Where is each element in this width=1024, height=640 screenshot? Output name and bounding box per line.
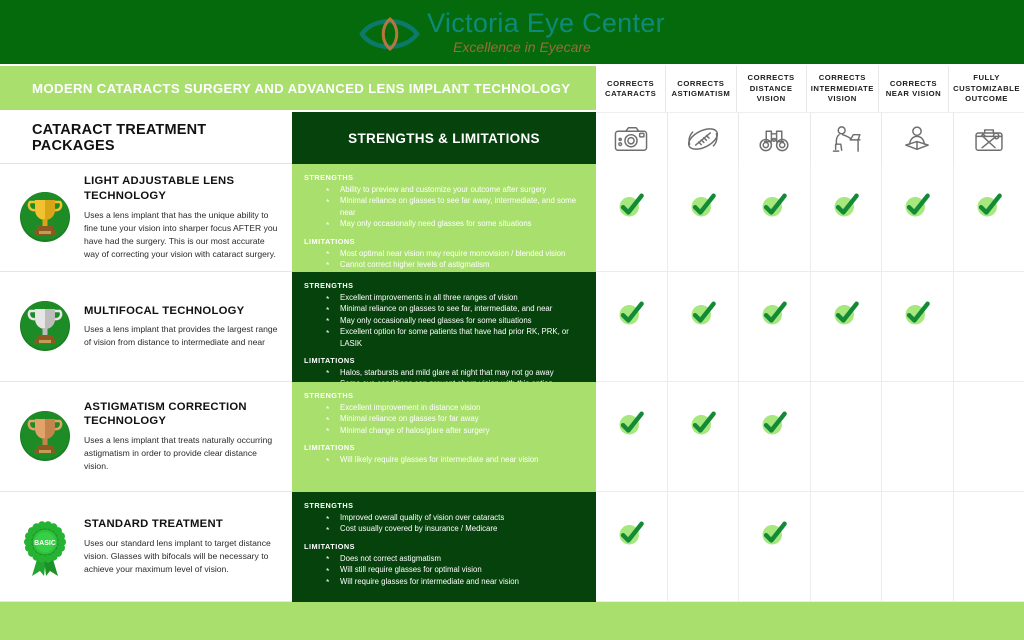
silver-trophy-badge: [14, 296, 76, 358]
strength-item: * May only occasionally need glasses for some situations: [326, 315, 586, 326]
matrix-cell: [668, 272, 740, 381]
package-summary: [0, 382, 292, 492]
matrix-cell: [596, 492, 668, 601]
matrix-cell: [882, 272, 954, 381]
toolbox-icon: [954, 113, 1024, 164]
packages-subheader: [0, 112, 292, 164]
brand-text-block: [427, 10, 665, 54]
check-icon: [616, 408, 646, 438]
matrix-row: [596, 492, 1024, 602]
panel-spacer: [304, 436, 586, 443]
strength-item: * Minimal reliance on glasses for far away: [326, 413, 586, 424]
package-description: Uses a lens implant that provides the largest range of vision from distance to intermediate and near: [84, 324, 278, 348]
limitations-list: [326, 248, 586, 271]
matrix-cell: [739, 492, 811, 601]
package-title: LIGHT ADJUSTABLE LENS TECHNOLOGY: [84, 175, 235, 202]
treatment-row: [0, 492, 1024, 602]
package-text: [84, 400, 282, 474]
package-description: Uses our standard lens implant to target distance vision. Glasses with bifocals will be necessary to achieve your maximum level of vision.: [84, 537, 271, 574]
svg-text:BASIC: BASIC: [34, 539, 56, 547]
matrix-cell: [954, 382, 1024, 491]
strengths-list: [326, 402, 586, 436]
matrix-cell: [596, 382, 668, 491]
treatment-row: [0, 382, 1024, 492]
matrix-row: [596, 382, 1024, 492]
matrix-column-header: [666, 66, 736, 112]
bronze-trophy-badge: [14, 406, 76, 468]
limitation-item: * Will still require glasses for optimal vision: [326, 564, 586, 575]
check-icon: [974, 190, 1004, 220]
package-summary: [0, 492, 292, 602]
matrix-cell: [739, 382, 811, 491]
matrix-cell: [954, 164, 1024, 271]
check-icon: [902, 190, 932, 220]
matrix-cell: [739, 272, 811, 381]
matrix-column-headers: [596, 66, 1024, 112]
limitation-item: * Halos, starbursts and mild glare at night that may not go away: [326, 367, 586, 378]
matrix-cell: [668, 382, 740, 491]
strengths-heading: STRENGTHS: [304, 281, 354, 290]
column-header-label: FULLY CUSTOMIZABLE OUTCOME: [953, 73, 1021, 104]
matrix-cell: [811, 382, 883, 491]
strengths-subheader-label: STRENGTHS & LIMITATIONS: [348, 130, 540, 146]
package-title: ASTIGMATISM CORRECTION TECHNOLOGY: [84, 400, 247, 428]
eye-leaf-logo-icon: [359, 9, 421, 55]
strengths-heading: STRENGTHS: [304, 501, 354, 510]
check-icon: [688, 298, 718, 328]
check-icon: [688, 190, 718, 220]
check-icon: [831, 298, 861, 328]
matrix-cell: [811, 164, 883, 271]
check-icon: [616, 298, 646, 328]
limitation-item: * Cannot correct higher levels of astigmatism: [326, 259, 586, 270]
strength-item: * Minimal change of halos/glare after surgery: [326, 425, 586, 436]
packages-subheader-label: CATARACT TREATMENT PACKAGES: [32, 121, 207, 154]
limitations-heading: LIMITATIONS: [304, 355, 356, 365]
strengths-list: [326, 184, 586, 230]
master-title-strip: [0, 66, 596, 110]
column-header-label: CORRECTS CATARACTS: [605, 78, 657, 98]
strengths-limitations-panel: [292, 382, 596, 492]
limitation-item: * Does not correct astigmatism: [326, 553, 586, 564]
limitation-item: * Most optimal near vision may require monovision / blended vision: [326, 248, 586, 259]
strengths-list: [326, 292, 586, 349]
strength-item: * Improved overall quality of vision over cataracts: [326, 512, 586, 523]
package-text: [84, 304, 282, 350]
column-header-label: CORRECTS INTERMEDIATE VISION: [810, 73, 874, 104]
package-summary: [0, 164, 292, 272]
panel-spacer: [304, 535, 586, 542]
strengths-limitations-panel: [292, 492, 596, 602]
person-at-desk-icon: [811, 113, 883, 164]
package-title: MULTIFOCAL TECHNOLOGY: [84, 304, 245, 317]
package-title: STANDARD TREATMENT: [84, 518, 224, 531]
column-header-label: CORRECTS NEAR VISION: [885, 78, 942, 98]
matrix-cell: [596, 164, 668, 271]
strengths-heading: STRENGTHS: [304, 391, 354, 400]
person-reading-icon: [882, 113, 954, 164]
matrix-cell: [739, 164, 811, 271]
limitations-list: [326, 454, 586, 465]
limitations-heading: LIMITATIONS: [304, 443, 356, 453]
footer-bar: [0, 602, 1024, 640]
check-icon: [759, 408, 789, 438]
package-text: [84, 517, 282, 576]
package-description: Uses a lens implant that treats naturally occurring astigmatism in order to provide clear distance vision.: [84, 435, 273, 472]
matrix-cell: [811, 492, 883, 601]
limitations-heading: LIMITATIONS: [304, 236, 356, 246]
strength-item: * May only occasionally need glasses for some situations: [326, 218, 586, 229]
matrix-cell: [882, 492, 954, 601]
check-icon: [759, 190, 789, 220]
strength-item: * Excellent option for some patients that have had prior RK, PRK, or LASIK: [326, 326, 586, 349]
strength-item: * Minimal reliance on glasses to see far away, intermediate, and some near: [326, 195, 586, 218]
matrix-row: [596, 272, 1024, 382]
treatment-row: [0, 164, 1024, 272]
check-icon: [902, 298, 932, 328]
brand-name: Victoria Eye Center: [427, 8, 665, 38]
strengths-limitations-panel: [292, 272, 596, 382]
limitations-heading: LIMITATIONS: [304, 541, 356, 551]
package-description: Uses a lens implant that has the unique ability to fine tune your vision into sharper focus AFTER you have had the surgery. This is our most accurate way of correcting your vision with cataract surgery.: [84, 209, 278, 259]
matrix-icon-row: [596, 112, 1024, 164]
matrix-column-header: [807, 66, 879, 112]
column-header-label: CORRECTS ASTIGMATISM: [671, 78, 731, 98]
strengths-list: [326, 512, 586, 535]
treatment-row: [0, 272, 1024, 382]
matrix-cell: [954, 492, 1024, 601]
camera-icon: [596, 113, 668, 164]
matrix-cell: [882, 164, 954, 271]
matrix-cell: [668, 164, 740, 271]
matrix-column-header: [879, 66, 949, 112]
check-icon: [831, 190, 861, 220]
strength-item: * Excellent improvements in all three ranges of vision: [326, 292, 586, 303]
matrix-column-header: [596, 66, 666, 112]
panel-spacer: [304, 230, 586, 237]
strength-item: * Minimal reliance on glasses to see far, intermediate, and near: [326, 303, 586, 314]
panel-spacer: [304, 349, 586, 356]
brand-lockup: [359, 9, 665, 55]
brand-banner: [0, 0, 1024, 64]
basic-ribbon-badge: [14, 516, 76, 578]
limitation-item: * Will require glasses for intermediate and near vision: [326, 576, 586, 587]
strengths-limitations-panel: [292, 164, 596, 272]
matrix-row: [596, 164, 1024, 272]
gold-trophy-badge: [14, 187, 76, 249]
strengths-subheader: [292, 112, 596, 164]
package-summary: [0, 272, 292, 382]
matrix-cell: [668, 492, 740, 601]
matrix-cell: [596, 272, 668, 381]
check-icon: [616, 190, 646, 220]
check-icon: [616, 518, 646, 548]
matrix-cell: [811, 272, 883, 381]
package-text: [84, 174, 282, 261]
matrix-cell: [882, 382, 954, 491]
football-icon: [668, 113, 740, 164]
brand-tagline: Excellence in Eyecare: [453, 39, 591, 55]
matrix-cell: [954, 272, 1024, 381]
check-icon: [688, 408, 718, 438]
limitations-list: [326, 553, 586, 587]
limitation-item: * Will likely require glasses for intermediate and near vision: [326, 454, 586, 465]
matrix-column-header: [949, 66, 1024, 112]
strength-item: * Excellent improvement in distance vision: [326, 402, 586, 413]
strengths-heading: STRENGTHS: [304, 173, 354, 182]
column-header-label: CORRECTS DISTANCE VISION: [747, 73, 795, 104]
check-icon: [759, 298, 789, 328]
master-title: MODERN CATARACTS SURGERY AND ADVANCED LENS IMPLANT TECHNOLOGY: [32, 80, 571, 96]
check-icon: [759, 518, 789, 548]
binoculars-icon: [739, 113, 811, 164]
strength-item: * Cost usually covered by insurance / Medicare: [326, 523, 586, 534]
strength-item: * Ability to preview and customize your outcome after surgery: [326, 184, 586, 195]
matrix-column-header: [737, 66, 807, 112]
